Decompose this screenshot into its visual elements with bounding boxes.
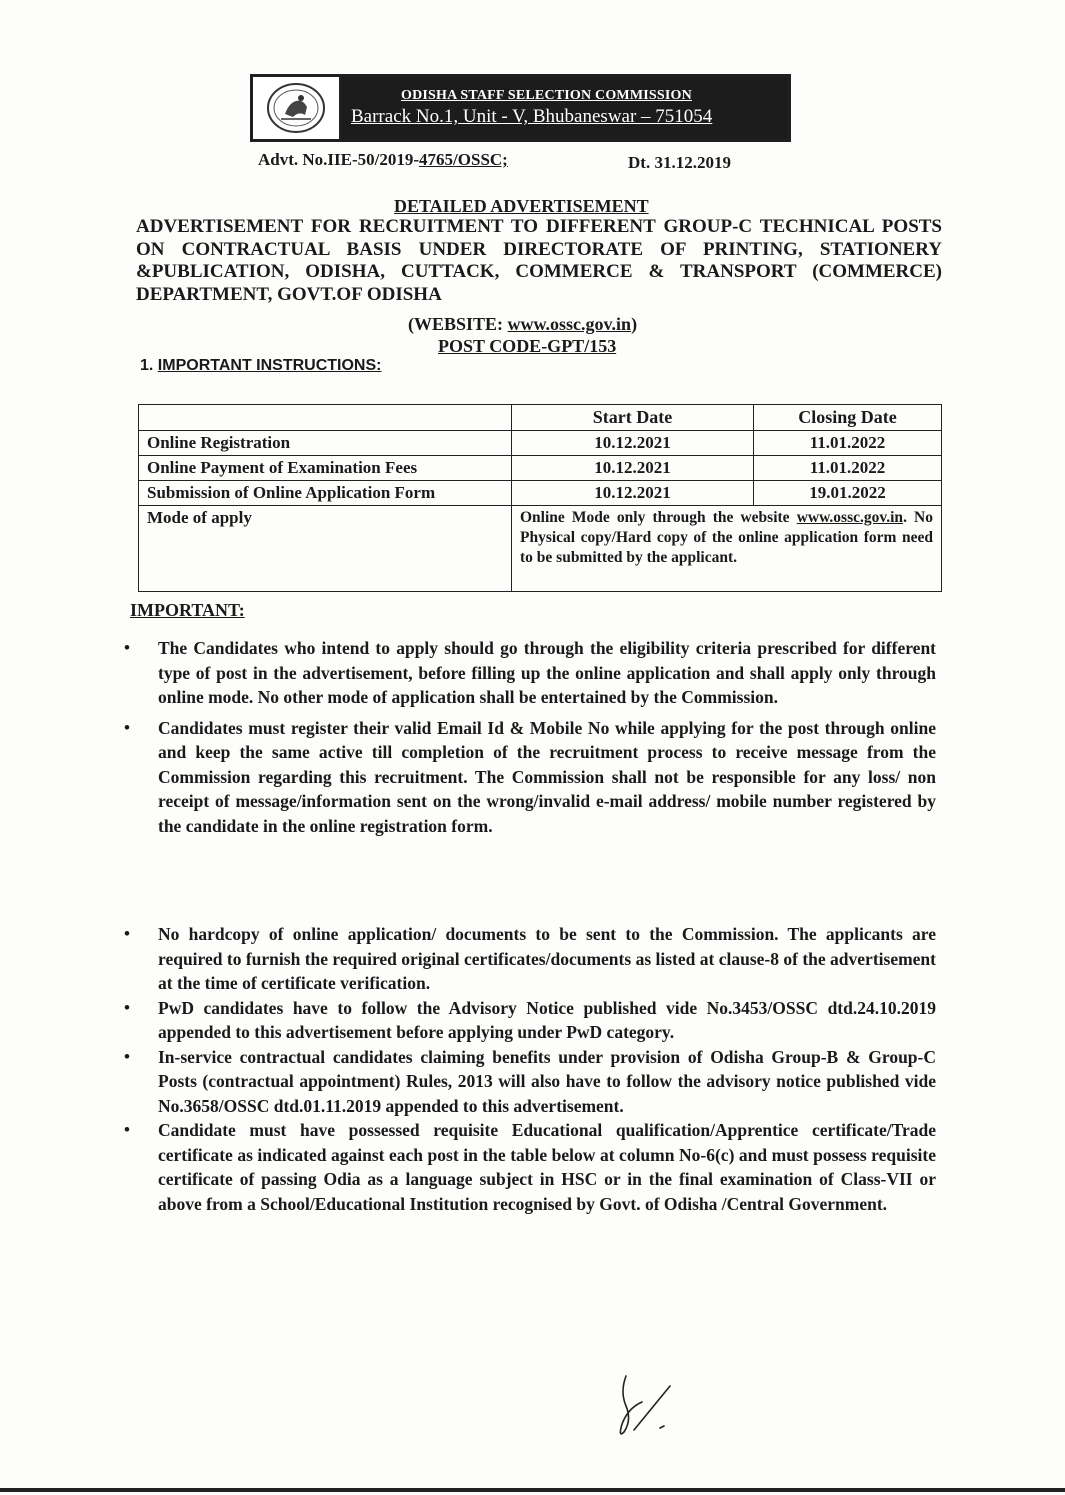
closing-date: 11.01.2022: [754, 456, 942, 481]
row-label: Online Registration: [139, 431, 512, 456]
website-prefix: (WEBSITE:: [408, 314, 508, 334]
list-item: [118, 1045, 936, 1119]
advt-number: [258, 150, 508, 170]
table-row: [139, 481, 942, 506]
document-title: DETAILED ADVERTISEMENT: [394, 196, 649, 216]
table-row: [139, 456, 942, 481]
row-label: Online Payment of Examination Fees: [139, 456, 512, 481]
list-item: [118, 1118, 936, 1216]
start-date: 10.12.2021: [512, 456, 754, 481]
list-item: [118, 636, 936, 710]
start-date: 10.12.2021: [512, 481, 754, 506]
bullet-icon: •: [124, 638, 130, 657]
bullet-icon: •: [124, 1046, 130, 1066]
mode-website-link[interactable]: www.ossc.gov.in: [796, 509, 904, 526]
signature-mark: [612, 1372, 692, 1447]
closing-date: 19.01.2022: [754, 481, 942, 506]
section-label: IMPORTANT INSTRUCTIONS:: [157, 357, 382, 374]
important-label: IMPORTANT:: [130, 600, 245, 620]
bullet-icon: •: [124, 717, 130, 737]
row-label: Submission of Online Application Form: [139, 481, 512, 506]
post-code: POST CODE-GPT/153: [438, 336, 617, 356]
odisha-emblem-icon: [253, 77, 341, 139]
page-edge-line: [0, 1488, 1065, 1492]
bullet-text: No hardcopy of online application/ documents to be sent to the Commission. The applicants are required to furnish the required original certificates/documents as listed at clause-8 of the advertisement at the time of certificate verification.: [158, 924, 936, 993]
section-heading: [140, 357, 381, 375]
table-row-mode: [139, 506, 942, 592]
start-date: 10.12.2021: [512, 431, 754, 456]
table-row: [139, 431, 942, 456]
bullet-icon: •: [124, 997, 130, 1017]
mode-of-apply-text: [512, 506, 942, 592]
advt-number-prefix: Advt. No.IIE-50/2019-: [258, 150, 420, 169]
mode-text-after: . No Physical copy/Hard copy of the online application form need to be submitted by the applicant.: [520, 509, 934, 566]
bullet-text: In-service contractual candidates claiming benefits under provision of Odisha Group-B & Group-C Posts (contractual appointment) Rules, 2013 will also have to follow the advisory notice published vide No.3658/OSSC dtd.01.11.2019 appended to this advertisement.: [158, 1046, 936, 1116]
section-number: 1.: [140, 357, 158, 374]
header-banner: [250, 74, 791, 142]
closing-date: 11.01.2022: [754, 431, 942, 456]
website-line: [408, 314, 637, 335]
table-header-row: [139, 405, 942, 431]
list-item: [118, 716, 936, 839]
bullet-text: Candidates must register their valid Email Id & Mobile No while applying for the post through online and keep the same active till completion of the recruitment process to receive message from the Commission regarding this recruitment. The Commission shall not be responsible for any loss/ non receipt of message/information sent on the wrong/invalid e-mail address/ mobile number registered by the candidate in the online registration form.: [158, 717, 936, 836]
table-header-closing-date: Closing Date: [754, 405, 942, 431]
bullet-text: Candidate must have possessed requisite Educational qualification/Apprentice certificate/Trade certificate as indicated against each post in the table below at column No-6(c) and must possess requisite certificate of passing Odia as a language subject in HSC or in the final examination of Class-VII or above from a School/Educational Institution recognised by Govt. of Odisha /Central Government.: [158, 1120, 936, 1214]
bullet-text: The Candidates who intend to apply should go through the eligibility criteria prescribed for different type of post in the advertisement, before filling up the online application and shall apply only through online mode. No other mode of application shall be entertained by the Commission.: [158, 638, 936, 707]
table-header-start-date: Start Date: [512, 405, 754, 431]
bullet-icon: •: [124, 1120, 130, 1139]
mode-text-before: Online Mode only through the website: [520, 509, 797, 526]
website-link[interactable]: www.ossc.gov.in: [507, 314, 632, 334]
bullet-group-1: [118, 636, 936, 838]
table-header-cell: [139, 405, 512, 431]
advt-number-suffix: 4765/OSSC;: [419, 150, 508, 169]
row-label: Mode of apply: [139, 506, 512, 592]
bullet-group-2: [118, 922, 936, 1216]
bullet-icon: •: [124, 924, 130, 943]
advt-date: Dt. 31.12.2019: [628, 153, 731, 172]
org-name: ODISHA STAFF SELECTION COMMISSION: [401, 88, 692, 103]
list-item: [118, 922, 936, 996]
website-suffix: ): [631, 314, 638, 334]
document-heading: ADVERTISEMENT FOR RECRUITMENT TO DIFFERENT GROUP-C TECHNICAL POSTS ON CONTRACTUAL BASIS UNDER DIRECTORATE OF PRINTING, STATIONERY &PUBLICATION, ODISHA, CUTTACK, COMMERCE & TRANSPORT (COMMERCE) DEPARTMENT, GOVT.OF ODISHA: [136, 216, 942, 305]
org-address: Barrack No.1, Unit - V, Bhubaneswar – 751054: [351, 106, 713, 127]
list-item: [118, 996, 936, 1045]
important-dates-table: [138, 404, 942, 592]
bullet-text: PwD candidates have to follow the Advisory Notice published vide No.3453/OSSC dtd.24.10.2019 appended to this advertisement before applying under PwD category.: [158, 997, 936, 1042]
